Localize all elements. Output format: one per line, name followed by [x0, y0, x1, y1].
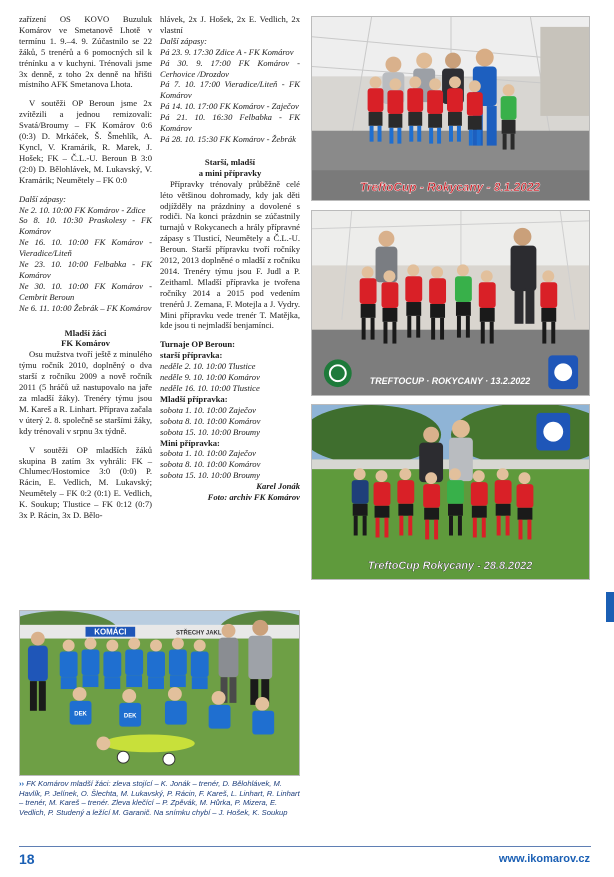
match-item: Ne 16. 10. 10:00 FK Komárov - Vieradice/Liteň — [19, 237, 152, 259]
group-label: starší přípravka: — [160, 350, 223, 361]
article-column-middle — [160, 14, 300, 503]
match-item: Ne 23. 10. 10:00 Felbabka - FK Komárov — [19, 259, 152, 280]
tournament-item: neděle 16. 10. 10:00 Tlustice — [160, 383, 260, 393]
tournament-item: sobota 1. 10. 10:00 Zaječov — [160, 404, 256, 415]
match-item: Ne 2. 10. 10:00 FK Komárov - Zdice — [19, 204, 146, 215]
banner-text: KOMÁCI — [94, 627, 127, 637]
photo-title: TreftoCup - Rokycany - 8.1.2022 — [359, 180, 541, 195]
tournament-item: sobota 8. 10. 10:00 Komárov — [160, 459, 261, 470]
team-photo-treftocup-jan — [311, 16, 590, 201]
photo-illustration — [20, 611, 299, 775]
label-next-matches: Další zápasy: — [160, 35, 208, 46]
paragraph-continuation: hlávek, 2x J. Hošek, 2x E. Vedlich, 2x vlastní — [160, 14, 300, 35]
paragraph-mladsi-results: V soutěži OP mladších žáků skupina B zatím 3x vyhráli: FK – Chlumec/Hostomice 3:0 (0:0) P. Rácin, E. Vedlich, M. Lukavský; Neumětely – FK 0:2 (0:1) E. Vedlich, K. Soukup; Tlustice – FK 0:12 (0:7) 3x P. Rácin, 3x D. Bělo- — [19, 444, 152, 521]
shirt-text: DEK — [74, 711, 87, 718]
section-heading: a mini přípravky — [198, 167, 262, 178]
page-number: 18 — [19, 851, 35, 867]
photo-illustration — [312, 405, 589, 579]
match-item: Pá 28. 10. 15:30 FK Komárov - Žebrák — [160, 133, 296, 144]
photo-title: TreftoCup Rokycany - 28.8.2022 — [367, 560, 533, 573]
match-item: Pá 23. 9. 17:30 Zdice A - FK Komárov — [160, 46, 294, 57]
paragraph-intro: zařízení OS KOVO Buzuluk Komárov ve Smetanově Lhotě v termínu 1. 9.–4. 9. Zúčastnilo se 22 žáků, 5 trenérů a 6 pomocných sil k trénínku a v kuchyni. Trénovali jsme 3x denně, z toho 2x denně na hřišti místního AFK Smetanova Lhota. — [19, 14, 152, 90]
section-heading: Starší, mladší — [204, 156, 256, 167]
photo-illustration — [312, 211, 589, 395]
paragraph-pripravky: Přípravky trénovaly průběžně celé léto většinou dohromady, kdy jak děti odjížděly na prázdniny a dovolené s rodiči. Na konci prázdnin se zúčastnily turnajů v Rokycanech a hrály přípravné zápasy s Tlusticí, Neumětely a Č.L.-U. Beroun. Starší přípravku tvoří ročníky 2012, 2013 doplněné o mladší z ročníku 2014. Trenéry týmu jsou F. Judl a P. Zeithaml. Mladší přípravka je tvořena ročníky 2014 a 2015 pod vedením trenérů J. Zemana, F. Motejla a J. Vydry. Mini přípravku vede trenér T. Matějka, kde jsou ti nejmladší benjamínci. — [160, 178, 300, 331]
match-item: Ne 30. 10. 10:00 FK Komárov - Cembrit Beroun — [19, 280, 152, 302]
author-name: Karel Jonák — [256, 481, 300, 492]
tournament-item: sobota 15. 10. 10:00 Broumy — [160, 426, 260, 437]
group-label: Mini přípravka: — [160, 437, 220, 448]
tournament-item: sobota 1. 10. 10:00 Zaječov — [160, 448, 256, 459]
footer-divider — [19, 846, 591, 847]
match-item: Pá 30. 9. 17:00 FK Komárov - Cerhovice /Drozdov — [160, 57, 300, 79]
tournament-item: sobota 15. 10. 10:00 Broumy — [160, 470, 260, 481]
side-tab-marker — [606, 592, 614, 622]
banner-text: STŘECHY JAKL — [175, 630, 222, 637]
paragraph-op-beroun: V soutěži OP Beroun jsme 2x zvítězili a jednou remizovali: Svatá/Broumy – FK Komárov 0:6 (0:3) D. Mrkáček, Š. Šmehlík, A. Kyncl, V. Kramárik, R. Marek, J. Hošek; FK – Č.L.-U. Beroun B 3:0 (2:0) D. Bělohlávek, M. Lukavský, V. Kramárik; Neumětely – FK 0:0 — [19, 98, 152, 185]
photo-title: TREFTOCUP · ROKYCANY · 13.2.2022 — [369, 376, 531, 387]
tournament-item: neděle 2. 10. 10:00 Tlustice — [160, 361, 256, 372]
photo-credit: Foto: archiv FK Komárov — [207, 492, 300, 503]
treftocup-logo-icon — [324, 359, 352, 387]
caption-marker: ›› — [19, 779, 25, 788]
label-next-matches: Další zápasy: — [19, 193, 67, 204]
team-photo-treftocup-feb — [311, 210, 590, 396]
section-heading: Mladší žáci — [64, 327, 107, 338]
photo-caption — [19, 779, 303, 817]
label-turnaje: Turnaje OP Beroun: — [160, 339, 235, 350]
match-item: Pá 7. 10. 17:00 Vieradice/Liteň - FK Komárov — [160, 79, 300, 101]
tournament-item: neděle 9. 10. 10:00 Komárov — [160, 372, 260, 383]
match-item: So 8. 10. 10:30 Praskolesy - FK Komárov — [19, 215, 152, 237]
match-item: Pá 21. 10. 16:30 Felbabka - FK Komárov — [160, 112, 300, 134]
caption-text: FK Komárov mladší žáci: zleva stojící – K. Jonák – trenér, D. Bělohlávek, M. Havlík, P. Jelínek, O. Šlechta, M. Lukavský, P. Rácin, F. Kareš, L. Linhart, R. Linhart – trenér, M. Kareš – trenér. Zleva klečící – P. Zpěvák, M. Hůrka, P. Mizera, E. Vedlich, P. Studený a ležící M. Garanič. Na snímku chybí – J. Hošek, K. Soukup — [19, 779, 300, 817]
shirt-text: DEK — [123, 713, 137, 720]
team-photo-mladsi-zaci — [19, 610, 300, 776]
paragraph-mladsi-zaci: Osu mužstva tvoří ještě z minulého týmu ročník 2010, doplněný o dva starší z ročníku 2009 a nově ročník 2011 (5 hráčů už nastupovalo na jaře za mladší žáky). Trenéry týmu jsou M. Kareš a R. Linhart. Příprava začala v úterý 2. 8. společně se staršími žáky, kdy trénovali v srpnu 3x týdně. — [19, 349, 152, 436]
article-column-left — [19, 14, 152, 521]
match-item: Ne 6. 11. 10:00 Žebrák – FK Komárov — [19, 302, 152, 313]
section-heading: FK Komárov — [61, 338, 110, 349]
team-photo-treftocup-aug — [311, 404, 590, 580]
photo-illustration — [312, 17, 589, 200]
website-link[interactable]: www.ikomarov.cz — [498, 853, 590, 865]
match-item: Pá 14. 10. 17:00 FK Komárov - Zaječov — [160, 101, 299, 112]
tournament-item: sobota 8. 10. 10:00 Komárov — [160, 415, 261, 426]
group-label: Mladší přípravka: — [160, 393, 228, 404]
